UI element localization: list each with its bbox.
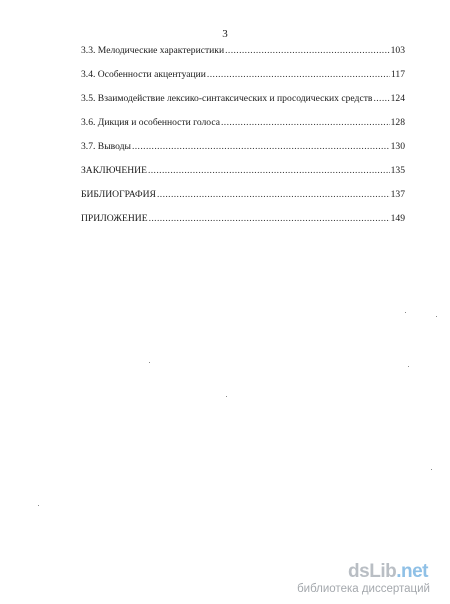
scan-speck	[149, 362, 150, 363]
watermark-logo-suffix: .net	[396, 561, 428, 582]
table-of-contents	[81, 45, 405, 225]
scan-speck	[226, 396, 227, 397]
toc-entry-label: ПРИЛОЖЕНИЕ	[81, 213, 148, 224]
page-number: 3	[222, 28, 228, 40]
toc-entry-page: 128	[390, 117, 405, 128]
toc-entry	[81, 93, 405, 105]
scan-speck	[405, 312, 406, 313]
toc-entry	[81, 117, 405, 129]
toc-entry-page: 137	[390, 189, 405, 200]
toc-entry-label: 3.7. Выводы	[81, 141, 131, 152]
toc-entry-page: 117	[390, 69, 405, 80]
toc-entry-page: 135	[390, 165, 405, 176]
toc-leader-dots	[148, 165, 390, 177]
watermark-logo	[348, 561, 428, 583]
toc-entry-page: 103	[390, 45, 405, 56]
toc-entry	[81, 45, 405, 57]
toc-entry-label: 3.4. Особенности акцентуации	[81, 69, 206, 80]
toc-entry	[81, 69, 405, 81]
toc-entry-label: 3.3. Мелодические характеристики	[81, 45, 225, 56]
toc-entry	[81, 141, 405, 153]
toc-entry-label: 3.6. Дикция и особенности голоса	[81, 117, 220, 128]
toc-leader-dots	[157, 189, 390, 201]
toc-leader-dots	[225, 45, 390, 57]
toc-entry	[81, 165, 405, 177]
toc-leader-dots	[149, 213, 390, 225]
toc-leader-dots	[373, 93, 389, 105]
scan-speck	[436, 316, 437, 317]
toc-entry-page: 149	[390, 213, 405, 224]
watermark-logo-main: dsLib	[348, 561, 397, 582]
scan-speck	[408, 366, 409, 367]
toc-entry-label: БИБЛИОГРАФИЯ	[81, 189, 156, 200]
toc-entry	[81, 213, 405, 225]
watermark-tagline: библиотека диссертаций	[297, 583, 430, 595]
toc-entry-label: ЗАКЛЮЧЕНИЕ	[81, 165, 147, 176]
toc-entry-page: 124	[390, 93, 405, 104]
scan-speck	[431, 469, 432, 470]
scan-speck	[38, 505, 39, 506]
toc-entry-page: 130	[390, 141, 405, 152]
toc-leader-dots	[207, 69, 390, 81]
toc-leader-dots	[221, 117, 390, 129]
toc-entry-label: 3.5. Взаимодействие лексико-синтаксических и просодических средств	[81, 93, 373, 104]
toc-leader-dots	[132, 141, 390, 153]
toc-entry	[81, 189, 405, 201]
